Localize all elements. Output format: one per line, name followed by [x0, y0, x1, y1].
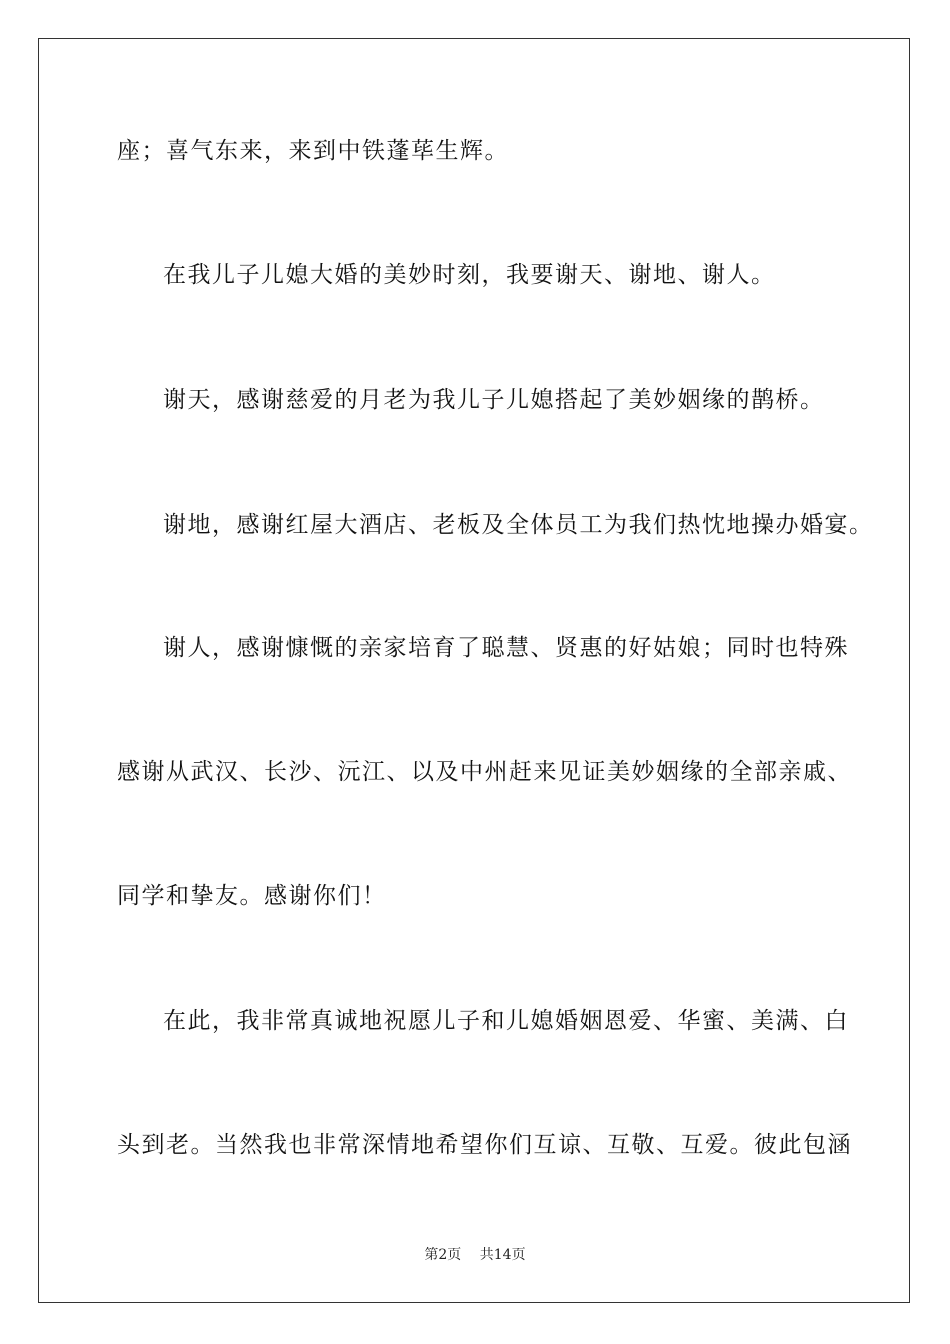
- page-number: 第2页: [424, 1247, 462, 1263]
- paragraph-line: 感谢从武汉、长沙、沅江、以及中州赶来见证美妙姻缘的全部亲戚、: [117, 759, 852, 785]
- paragraph-line: 在此，我非常真诚地祝愿儿子和儿媳婚姻恩爱、华蜜、美满、白: [163, 1008, 849, 1034]
- paragraph-line: 头到老。当然我也非常深情地希望你们互谅、互敬、互爱。彼此包涵: [117, 1132, 852, 1158]
- paragraph-line: 谢天，感谢慈爱的月老为我儿子儿媳搭起了美妙姻缘的鹊桥。: [163, 387, 825, 413]
- page-footer: [0, 1246, 950, 1264]
- paragraph-line: 同学和挚友。感谢你们！: [117, 883, 387, 909]
- page-total: 共14页: [479, 1247, 526, 1263]
- page-border: [38, 38, 910, 1303]
- paragraph-line: 座；喜气东来，来到中铁蓬荜生辉。: [117, 138, 509, 164]
- paragraph-line: 谢人，感谢慷慨的亲家培育了聪慧、贤惠的好姑娘；同时也特殊: [163, 635, 849, 661]
- paragraph-line: 谢地，感谢红屋大酒店、老板及全体员工为我们热忱地操办婚宴。: [163, 512, 874, 538]
- paragraph-line: 在我儿子儿媳大婚的美妙时刻，我要谢天、谢地、谢人。: [163, 262, 776, 288]
